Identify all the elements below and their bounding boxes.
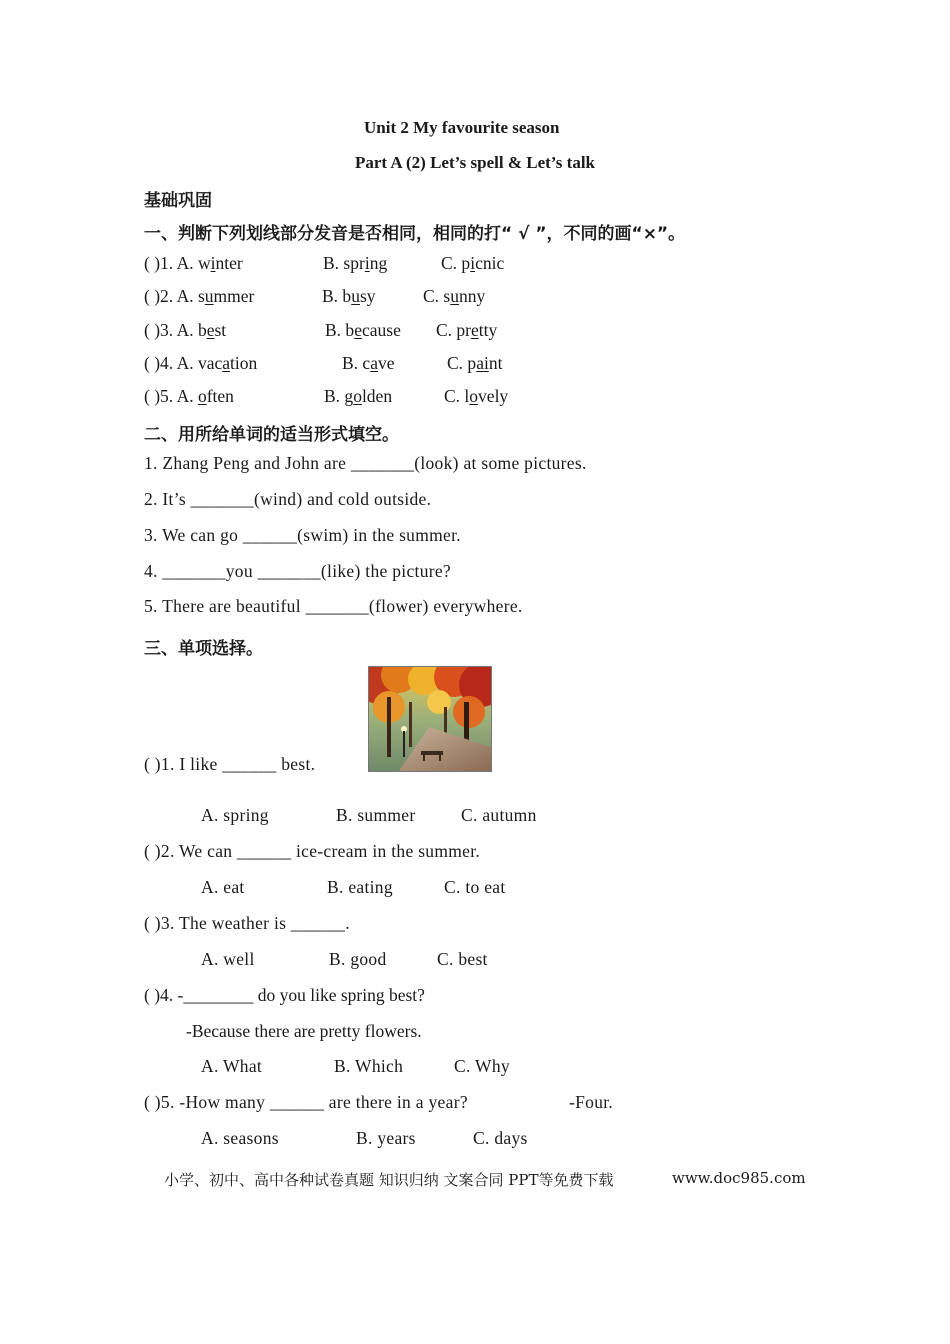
s1-item-3: ( )3. A. best <box>144 320 227 340</box>
s1-item-2-c: C. sunny <box>423 286 486 306</box>
footer-ad-text: 小学、初中、高中各种试卷真题 知识归纳 文案合同 PPT等免费下载 <box>164 1171 614 1189</box>
s3-q2-option-a: A. eat <box>201 877 245 897</box>
section3-heading: 三、单项选择。 <box>144 639 263 659</box>
s2-item-4: 4. _______you _______(like) the picture? <box>144 561 452 581</box>
s3-q4-option-b: B. Which <box>334 1056 404 1076</box>
s1-item-4-c: C. paint <box>447 353 503 373</box>
s3-q2: ( )2. We can ______ ice-cream in the summer. <box>144 841 481 861</box>
s3-q1: ( )1. I like ______ best. <box>144 754 316 774</box>
autumn-park-painting <box>369 667 491 771</box>
s3-q4-option-a: A. What <box>201 1056 263 1076</box>
s2-item-2: 2. It’s _______(wind) and cold outside. <box>144 489 432 509</box>
s3-q3: ( )3. The weather is ______. <box>144 913 350 933</box>
basic-heading: 基础巩固 <box>144 191 212 211</box>
s3-q4-option-c: C. Why <box>454 1056 510 1076</box>
page-title: Unit 2 My favourite season <box>364 118 560 137</box>
s3-q5-option-c: C. days <box>473 1128 528 1148</box>
s3-q5-option-a: A. seasons <box>201 1128 279 1148</box>
s3-q4: ( )4. -________ do you like spring best? <box>144 985 425 1005</box>
s3-q2-option-b: B. eating <box>327 877 393 897</box>
autumn-park-image <box>368 666 492 772</box>
page-subtitle: Part A (2) Let’s spell & Let’s talk <box>355 153 596 172</box>
s2-item-1: 1. Zhang Peng and John are _______(look) at some pictures. <box>144 453 587 473</box>
s3-q1-option-b: B. summer <box>336 805 416 825</box>
s3-q5: ( )5. -How many ______ are there in a year? <box>144 1092 468 1112</box>
s1-item-1-c: C. picnic <box>441 253 505 273</box>
s3-q4-response: -Because there are pretty flowers. <box>186 1021 422 1041</box>
s3-q3-option-a: A. well <box>201 949 255 969</box>
s1-item-2: ( )2. A. summer <box>144 286 255 306</box>
s1-item-5-b: B. golden <box>324 386 393 406</box>
section2-heading: 二、用所给单词的适当形式填空。 <box>144 425 399 445</box>
s1-item-5-c: C. lovely <box>444 386 509 406</box>
footer-link[interactable]: www.doc985.com <box>672 1169 806 1187</box>
s2-item-5: 5. There are beautiful _______(flower) everywhere. <box>144 596 523 616</box>
s1-item-2-b: B. busy <box>322 286 376 306</box>
s1-item-3-b: B. because <box>325 320 401 340</box>
s1-item-3-c: C. pretty <box>436 320 498 340</box>
s3-q1-option-a: A. spring <box>201 805 269 825</box>
s3-q5-answer: -Four. <box>569 1092 614 1112</box>
s3-q3-option-b: B. good <box>329 949 387 969</box>
s3-q2-option-c: C. to eat <box>444 877 506 897</box>
s1-item-1: ( )1. A. winter <box>144 253 243 273</box>
section1-heading: 一、判断下列划线部分发音是否相同，相同的打“ √ ”，不同的画“×”。 <box>144 224 686 244</box>
s3-q1-option-c: C. autumn <box>461 805 537 825</box>
s1-item-5: ( )5. A. often <box>144 386 234 406</box>
s1-item-4: ( )4. A. vacation <box>144 353 258 373</box>
s1-item-4-b: B. cave <box>342 353 395 373</box>
s3-q3-option-c: C. best <box>437 949 488 969</box>
s1-item-1-b: B. spring <box>323 253 388 273</box>
s2-item-3: 3. We can go ______(swim) in the summer. <box>144 525 461 545</box>
s3-q5-option-b: B. years <box>356 1128 416 1148</box>
